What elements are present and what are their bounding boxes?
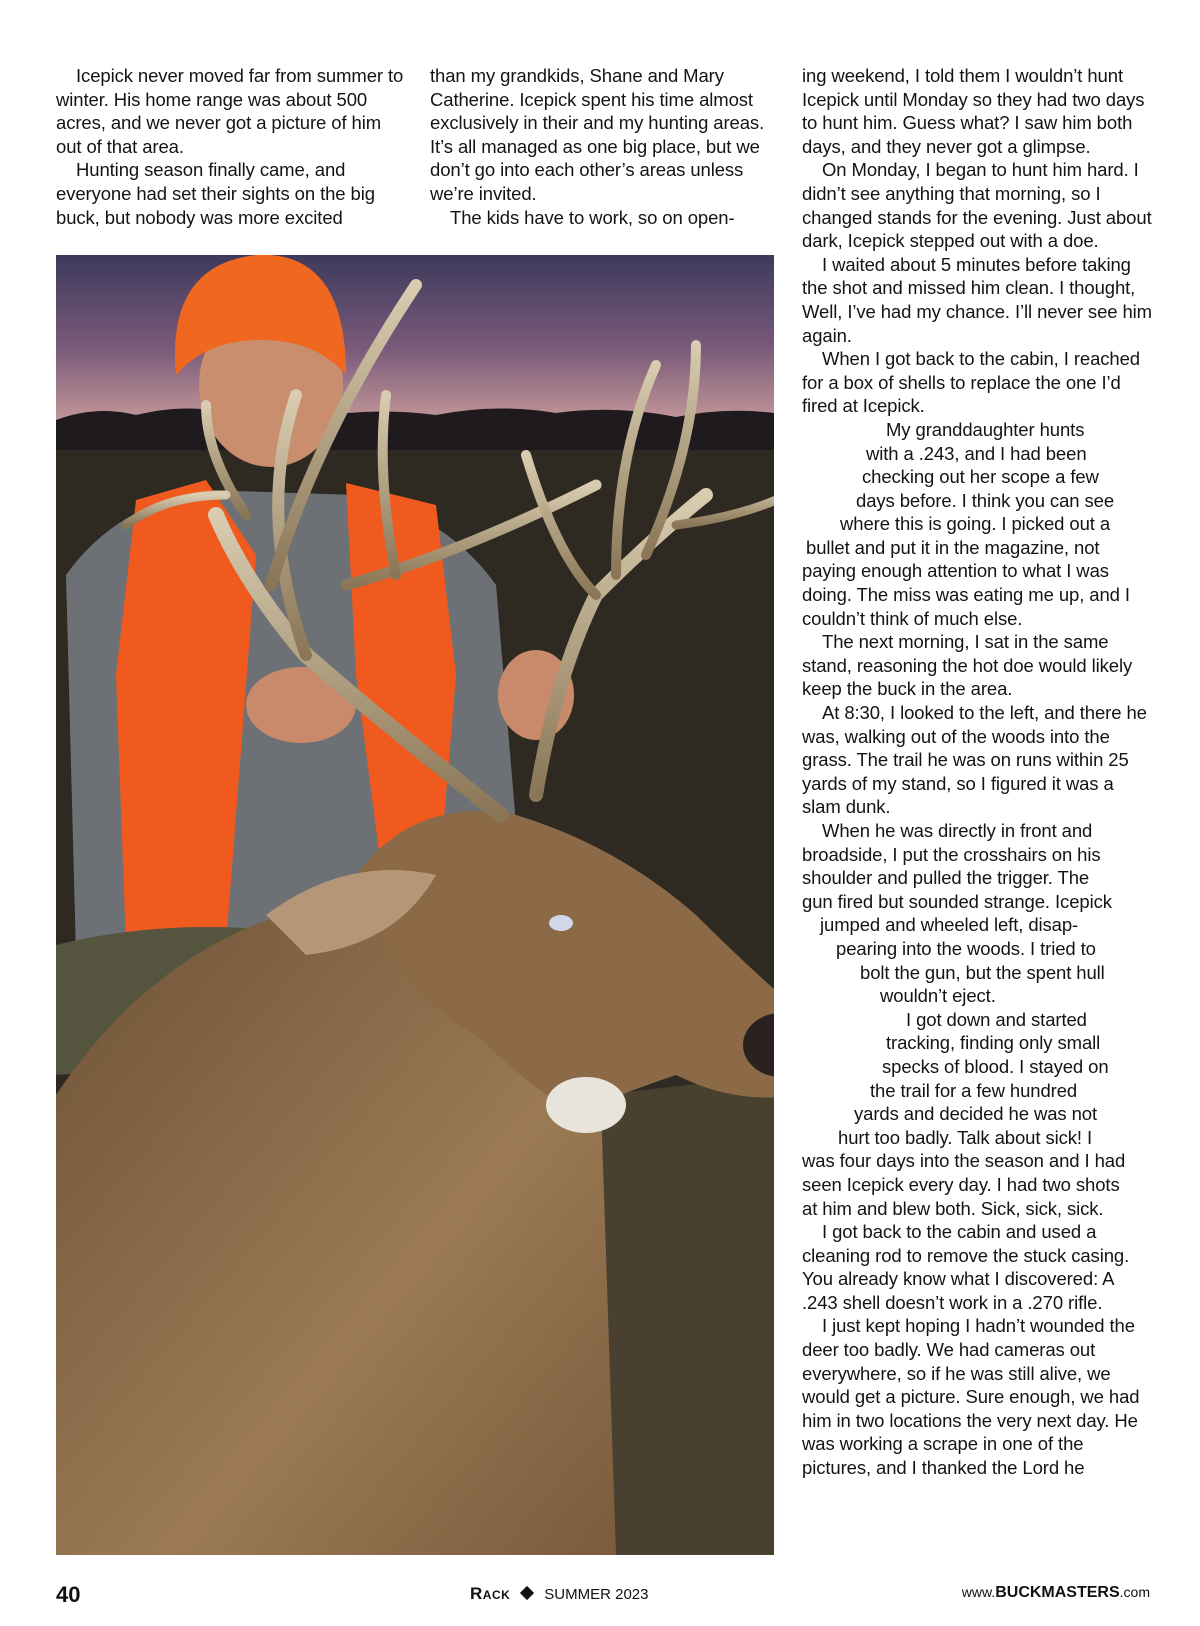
tree-line bbox=[56, 408, 774, 455]
paragraph: ing weekend, I told them I wouldn’t hunt Icepick until Monday so they had two days to hunt him. Guess what? I saw him both days, and they never got a glimpse. bbox=[802, 65, 1145, 157]
article-column-1 bbox=[56, 64, 406, 229]
text-line: the trail for a few hundred bbox=[870, 1079, 1078, 1101]
page-number: 40 bbox=[56, 1582, 81, 1607]
text-line: paying enough attention to what I was bbox=[802, 560, 1109, 582]
diamond-icon bbox=[520, 1586, 534, 1600]
text-line: hurt too badly. Talk about sick! I bbox=[838, 1126, 1093, 1148]
website-prefix: www. bbox=[961, 1584, 996, 1600]
deer-eye bbox=[549, 915, 573, 931]
paragraph: I waited about 5 minutes before taking the shot and missed him clean. I thought, Well, I’ve had my chance. I’ll never see him again. bbox=[802, 253, 1152, 346]
text-line: jumped and wheeled left, disap- bbox=[820, 914, 1079, 936]
text-line: where this is going. I picked out a bbox=[840, 513, 1111, 535]
wrapped-paragraph bbox=[802, 418, 1152, 630]
deer-throat-patch bbox=[546, 1077, 626, 1133]
text-line: My granddaughter hunts bbox=[886, 418, 1085, 440]
issue-date: SUMMER 2023 bbox=[544, 1586, 649, 1603]
article-column-3 bbox=[802, 64, 1152, 1480]
paragraph: I got back to the cabin and used a cleaning rod to remove the stuck casing. You already know what I discovered: A .243 shell doesn’t work in a .270 rifle. bbox=[802, 1221, 1130, 1313]
paragraph: Hunting season finally came, and everyone had set their sights on the big buck, but nobody was more excited bbox=[56, 159, 375, 228]
paragraph: When I got back to the cabin, I reached for a box of shells to replace the one I’d fired at Icepick. bbox=[802, 348, 1140, 417]
text-line: was four days into the season and I had bbox=[802, 1150, 1126, 1172]
text-line: specks of blood. I stayed on bbox=[882, 1055, 1109, 1077]
text-line: tracking, finding only small bbox=[886, 1032, 1101, 1054]
hunter-with-buck-photo bbox=[56, 255, 774, 1555]
text-line: bolt the gun, but the spent hull bbox=[860, 961, 1105, 983]
text-line: shoulder and pulled the trigger. The bbox=[802, 867, 1090, 889]
text-line: pearing into the woods. I tried to bbox=[836, 937, 1096, 959]
text-line: seen Icepick every day. I had two shots bbox=[802, 1173, 1120, 1195]
text-line: days before. I think you can see bbox=[856, 489, 1115, 511]
page-footer bbox=[0, 1578, 1200, 1618]
article-column-2 bbox=[430, 64, 780, 229]
text-line: I got down and started bbox=[906, 1008, 1087, 1030]
paragraph: The kids have to work, so on open- bbox=[450, 206, 735, 228]
paragraph: than my grandkids, Shane and Mary Catherine. Icepick spent his time almost exclusively in their and my hunting areas. It’s all managed as one big place, but we don’t go into each other’s areas unless we’re invited. bbox=[430, 65, 765, 204]
text-line: checking out her scope a few bbox=[862, 466, 1099, 488]
wrapped-paragraph bbox=[802, 819, 1152, 1220]
text-line: doing. The miss was eating me up, and I bbox=[802, 584, 1130, 606]
text-line: When he was directly in front and bbox=[822, 820, 1093, 841]
website-suffix: .com bbox=[1119, 1584, 1150, 1600]
text-line: yards and decided he was not bbox=[854, 1103, 1098, 1125]
paragraph: Icepick never moved far from summer to winter. His home range was about 500 acres, and we never got a picture of him out of that area. bbox=[56, 65, 404, 157]
text-line: wouldn’t eject. bbox=[880, 985, 996, 1007]
text-line: bullet and put it in the magazine, not bbox=[806, 536, 1100, 558]
paragraph: I just kept hoping I hadn’t wounded the deer too badly. We had cameras out everywhere, so if he was still alive, we would get a picture. Sure enough, we had him in two locations the very next day. He was working a scrape in one of the pictures, and I thanked the Lord he bbox=[802, 1315, 1140, 1479]
website-url bbox=[962, 1584, 1150, 1602]
paragraph: The next morning, I sat in the same stand, reasoning the hot doe would likely keep the buck in the area. bbox=[802, 631, 1133, 700]
paragraph: At 8:30, I looked to the left, and there he was, walking out of the woods into the grass. The trail he was on runs within 25 yards of my stand, so I figured it was a slam dunk. bbox=[802, 702, 1147, 818]
magazine-name: Rack bbox=[470, 1584, 511, 1603]
photo-illustration bbox=[56, 255, 774, 1555]
paragraph: On Monday, I began to hunt him hard. I didn’t see anything that morning, so I changed stands for the evening. Just about dark, Icepick stepped out with a doe. bbox=[802, 159, 1152, 252]
text-line: with a .243, and I had been bbox=[866, 442, 1087, 464]
text-line: broadside, I put the crosshairs on his bbox=[802, 843, 1101, 865]
text-line: gun fired but sounded strange. Icepick bbox=[802, 890, 1112, 912]
text-line: at him and blew both. Sick, sick, sick. bbox=[802, 1197, 1104, 1219]
magazine-issue bbox=[470, 1584, 648, 1604]
website-brand: BUCKMASTERS bbox=[995, 1584, 1120, 1601]
text-line: couldn’t think of much else. bbox=[802, 607, 1023, 629]
